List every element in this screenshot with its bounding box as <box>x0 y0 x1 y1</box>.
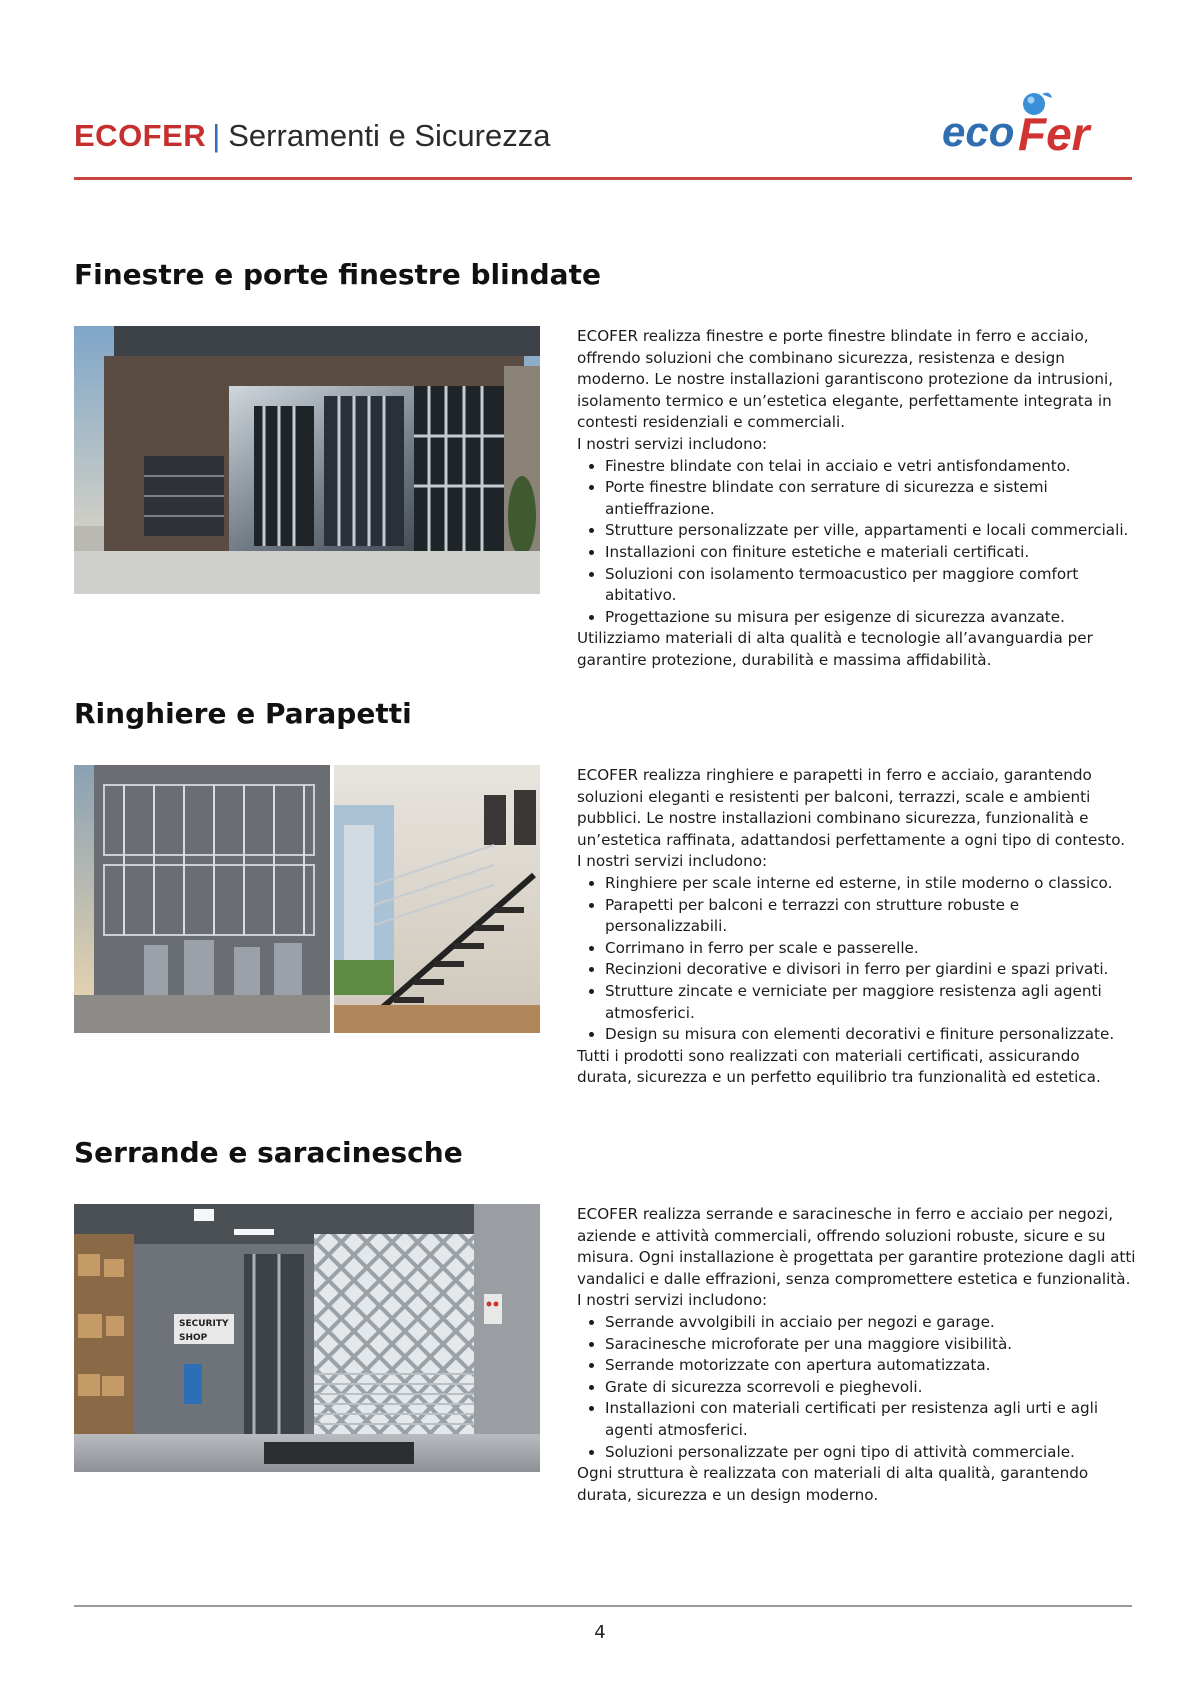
services-label: I nostri servizi includono: <box>577 1291 768 1310</box>
brand-name: ECOFER <box>74 118 207 153</box>
list-item: • Serrande avvolgibili in acciaio per negozi e garage. <box>605 1312 1137 1334</box>
list-item: • Installazioni con materiali certificati per resistenza agli urti e agli agenti atmosferici. <box>605 1398 1137 1441</box>
list-item: • Strutture personalizzate per ville, appartamenti e locali commerciali. <box>605 520 1137 542</box>
list-item: • Design su misura con elementi decorativi e finiture personalizzate. <box>605 1024 1137 1046</box>
header-subtitle: Serramenti e Sicurezza <box>228 118 551 153</box>
footer-divider <box>74 1605 1132 1607</box>
section-intro: ECOFER realizza finestre e porte finestre blindate in ferro e acciaio, offrendo soluzioni che combinano sicurezza, resistenza e design moderno. Le nostre installazioni garantiscono protezione da intrusioni, isolamento termico e un’estetica elegante, perfettamente integrata in contesti residenziali e commerciali. <box>577 327 1114 432</box>
logo-text-eco: eco <box>942 108 1015 155</box>
section-blindate <box>74 258 1132 669</box>
header-divider <box>74 177 1132 180</box>
section-body <box>577 326 1137 672</box>
photo-armored-windows <box>74 326 540 594</box>
section-intro: ECOFER realizza serrande e saracinesche in ferro e acciaio per negozi, aziende e attività commerciali, offrendo soluzioni robuste, sicure e su misura. Ogni installazione è progettata per garantire protezione dagli atti vandalici e dalle effrazioni, senza compromettere estetica e funzionalità. <box>577 1205 1136 1288</box>
photo-railings <box>74 765 540 1033</box>
image-sign-security: SECURITY <box>179 1319 229 1329</box>
list-item: • Saracinesche microforate per una maggiore visibilità. <box>605 1334 1137 1356</box>
list-item: • Strutture zincate e verniciate per maggiore resistenza agli agenti atmosferici. <box>605 981 1137 1024</box>
section-title: Finestre e porte finestre blindate <box>74 258 601 291</box>
page-header <box>74 110 1132 180</box>
list-item: • Grate di sicurezza scorrevoli e pieghevoli. <box>605 1377 1137 1399</box>
services-label: I nostri servizi includono: <box>577 434 768 453</box>
section-closing: Utilizziamo materiali di alta qualità e tecnologie all’avanguardia per garantire protezione, durabilità e massima affidabilità. <box>577 629 1093 669</box>
list-item: • Progettazione su misura per esigenze di sicurezza avanzate. <box>605 607 1137 629</box>
section-serrande <box>74 1136 1136 1504</box>
list-item: • Porte finestre blindate con serrature di sicurezza e sistemi antieffrazione. <box>605 477 1137 520</box>
section-title: Serrande e saracinesche <box>74 1136 463 1169</box>
section-title: Ringhiere e Parapetti <box>74 697 412 730</box>
section-ringhiere <box>74 697 1132 1087</box>
services-list <box>577 873 1137 1046</box>
header-title <box>74 118 550 154</box>
page-number: 4 <box>594 1622 606 1643</box>
list-item: • Installazioni con finiture estetiche e materiali certificati. <box>605 542 1137 564</box>
image-sign-shop: SHOP <box>179 1333 208 1343</box>
title-separator: | <box>212 118 221 153</box>
list-item: • Finestre blindate con telai in acciaio e vetri antisfondamento. <box>605 456 1137 478</box>
list-item: • Corrimano in ferro per scale e passerelle. <box>605 938 1137 960</box>
list-item: • Recinzioni decorative e divisori in ferro per giardini e spazi privati. <box>605 959 1137 981</box>
list-item: • Ringhiere per scale interne ed esterne, in stile moderno o classico. <box>605 873 1137 895</box>
section-closing: Tutti i prodotti sono realizzati con materiali certificati, assicurando durata, sicurezza e un perfetto equilibrio tra funzionalità ed estetica. <box>577 1046 1101 1087</box>
section-closing: Ogni struttura è realizzata con materiali di alta qualità, garantendo durata, sicurezza e un design moderno. <box>577 1464 1089 1504</box>
list-item: • Parapetti per balconi e terrazzi con strutture robuste e personalizzabili. <box>605 895 1137 938</box>
section-intro: ECOFER realizza ringhiere e parapetti in ferro e acciaio, garantendo soluzioni eleganti e resistenti per balconi, terrazzi, scale e ambienti pubblici. Le nostre installazioni combinano sicurezza, funzionalità e un’estetica raffinata, adattandosi perfettamente a ogni tipo di contesto. <box>577 766 1126 849</box>
list-item: • Soluzioni con isolamento termoacustico per maggiore comfort abitativo. <box>605 564 1137 607</box>
section-body <box>577 1204 1137 1506</box>
services-list <box>577 456 1137 629</box>
services-list <box>577 1312 1137 1463</box>
list-item: • Serrande motorizzate con apertura automatizzata. <box>605 1355 1137 1377</box>
ecofer-logo <box>942 88 1132 160</box>
services-label: I nostri servizi includono: <box>577 852 768 871</box>
section-body <box>577 765 1137 1089</box>
logo-text-fer: Fer <box>1018 108 1090 160</box>
list-item: • Soluzioni personalizzate per ogni tipo di attività commerciale. <box>605 1442 1137 1464</box>
photo-shutters <box>74 1204 540 1472</box>
